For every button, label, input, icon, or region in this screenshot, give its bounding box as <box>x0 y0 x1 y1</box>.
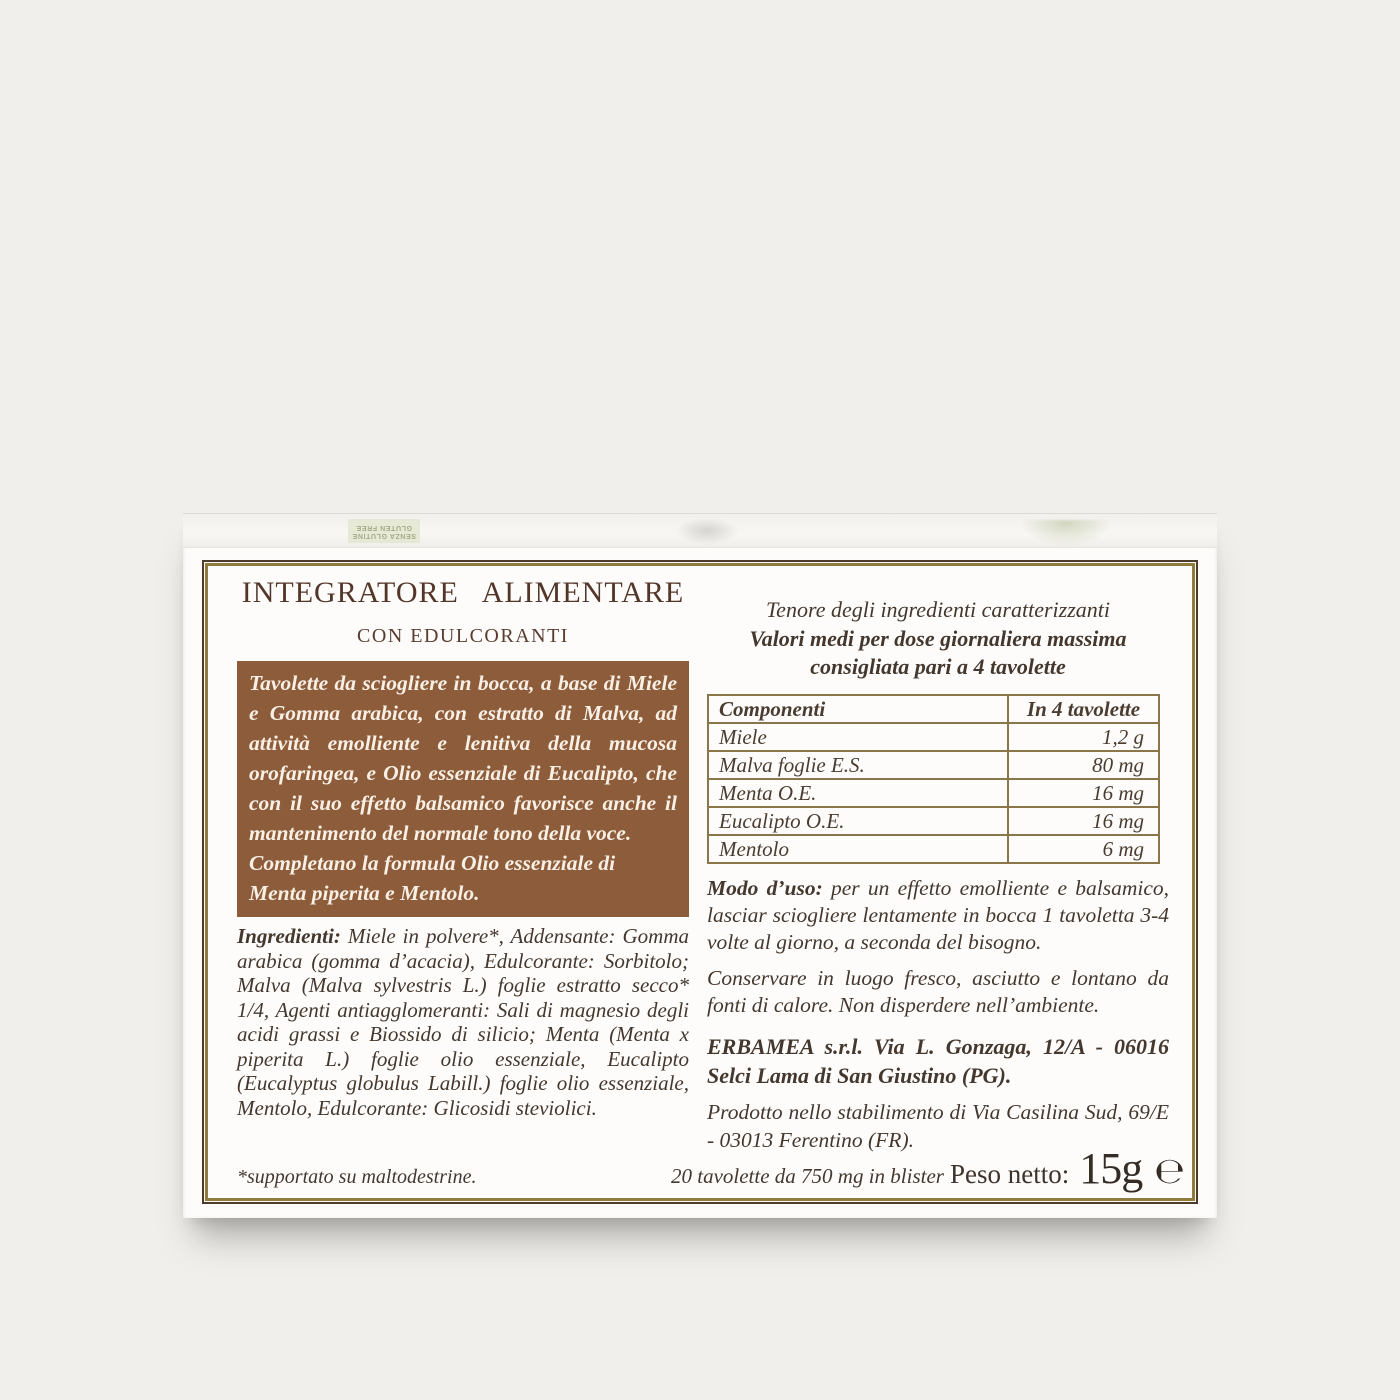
leaf-emblem-icon <box>1023 520 1109 544</box>
left-column <box>237 576 689 1120</box>
manufacturer-address: ERBAMEA s.r.l. Via L. Gonzaga, 12/A - 06016 Selci Lama di San Giustino (PG). <box>707 1034 1169 1088</box>
description-paragraph-1: Tavolette da sciogliere in bocca, a base di Miele e Gomma arabica, con estratto di Malva, ad attività emolliente e lenitiva della mucosa orofaringea, e Olio essenziale di Eucalipto, che con il suo effetto balsamico favorisce anche il mantenimento del normale tono della voce. <box>249 671 677 845</box>
estimated-sign-icon: ℮ <box>1154 1151 1185 1192</box>
col-header-componenti: Componenti <box>708 695 1008 723</box>
ingredients-text: Miele in polvere*, Addensante: Gomma arabica (gomma d’acacia), Edulcorante: Sorbitolo; Malva (Malva sylvestris L.) foglie estratto secco* 1/4, Agenti antiagglomeranti: Sali di magnesio degli acidi grassi e Biossido di silicio; Menta (Menta x piperita L.) foglie olio essenziale, Eucalipto (Eucalyptus globulus Labill.) foglie olio essenziale, Mentolo, Edulcorante: Glicosidi steviolici. <box>237 924 689 1120</box>
right-column <box>707 597 1169 1154</box>
blister-count-text: 20 tavolette da 750 mg in blister <box>671 1164 944 1188</box>
net-weight-label: Peso netto: <box>949 1159 1070 1189</box>
gluten-free-badge-line1: SENZA GLUTINE <box>352 532 416 539</box>
description-panel <box>237 661 689 917</box>
component-value: 80 mg <box>1008 751 1159 779</box>
product-box-back-panel <box>183 513 1217 1218</box>
table-row <box>708 779 1159 807</box>
table-header-row <box>708 695 1159 723</box>
component-name: Malva foglie E.S. <box>708 751 1008 779</box>
bottom-info-row <box>237 1143 1185 1194</box>
brand-emblem-icon <box>675 518 739 544</box>
table-row <box>708 751 1159 779</box>
storage-paragraph: Conservare in luogo fresco, asciutto e lontano da fonti di calore. Non disperdere nell’ambiente. <box>707 966 1169 1017</box>
col-header-in-4-tavolette: In 4 tavolette <box>1008 695 1159 723</box>
valori-heading: Valori medi per dose giornaliera massima consigliata pari a 4 tavolette <box>749 626 1127 679</box>
production-site-address: Prodotto nello stabilimento di Via Casilina Sud, 69/E - 03013 Ferentino (FR). <box>707 1100 1169 1152</box>
usage-label: Modo d’uso: <box>707 876 823 900</box>
product-title: INTEGRATORE ALIMENTARE <box>241 576 685 609</box>
table-row <box>708 723 1159 751</box>
component-name: Menta O.E. <box>708 779 1008 807</box>
component-name: Miele <box>708 723 1008 751</box>
net-weight-value: 15g <box>1079 1144 1143 1193</box>
tenore-heading: Tenore degli ingredienti caratterizzanti <box>765 597 1111 622</box>
gluten-free-badge <box>348 519 420 543</box>
component-value: 6 mg <box>1008 835 1159 863</box>
maltodextrin-footnote: *supportato su maltodestrine. <box>237 1166 477 1188</box>
table-row <box>708 835 1159 863</box>
ingredients-paragraph <box>237 924 689 1120</box>
component-name: Eucalipto O.E. <box>708 807 1008 835</box>
ingredients-label: Ingredienti: <box>237 924 341 948</box>
gluten-free-badge-line2: GLUTEN FREE <box>356 524 412 531</box>
usage-paragraph <box>707 875 1169 956</box>
component-value: 16 mg <box>1008 779 1159 807</box>
box-top-flap <box>183 513 1217 548</box>
table-row <box>708 807 1159 835</box>
component-value: 16 mg <box>1008 807 1159 835</box>
description-paragraph-2: Completano la formula Olio essenziale di Menta piperita e Mentolo. <box>249 851 616 905</box>
components-table <box>707 694 1160 864</box>
usage-text: per un effetto emolliente e balsamico, lasciar sciogliere lentamente in bocca 1 tavoletta 3-4 volte al giorno, a seconda del bisogno. <box>707 876 1169 954</box>
component-name: Mentolo <box>708 835 1008 863</box>
component-value: 1,2 g <box>1008 723 1159 751</box>
product-subtitle: CON EDULCORANTI <box>357 625 569 647</box>
